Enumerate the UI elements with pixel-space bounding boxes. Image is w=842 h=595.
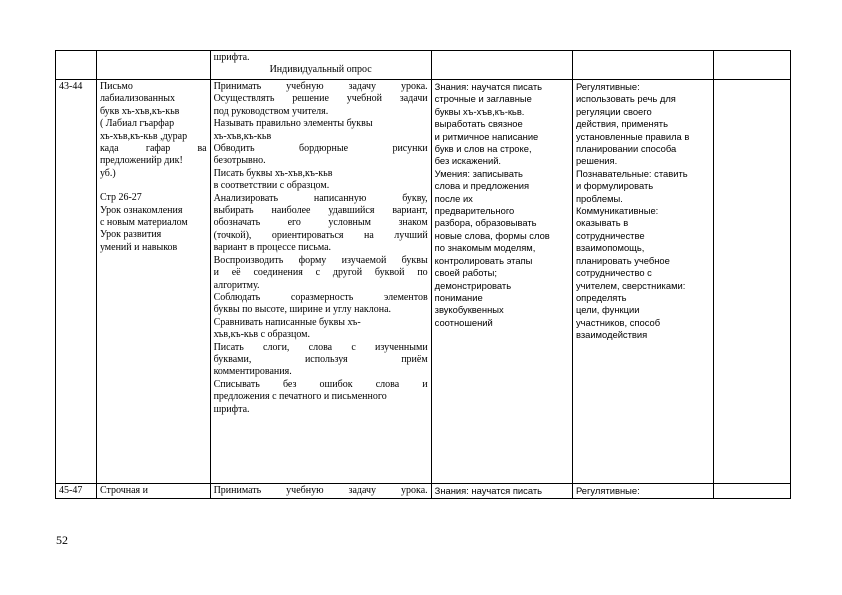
text-line: Знания: научатся писать <box>434 485 543 496</box>
text-line: звукобуквенных <box>434 304 504 316</box>
cell-knowledge <box>431 51 572 80</box>
text-line: регуляции своего <box>575 105 652 117</box>
cell-uud <box>572 51 713 80</box>
text-line: Писать буквы хъ-хъв,къ-кьв <box>213 167 333 179</box>
text-line: Соблюдать соразмерность элементов <box>213 291 428 303</box>
text-line: Списывать без ошибок слова и <box>213 378 428 390</box>
cell-topic <box>96 484 210 499</box>
text-line: проблемы. <box>575 192 623 204</box>
text-line: строчные и заглавные <box>434 93 532 105</box>
text-line: взаимодействия <box>575 329 648 341</box>
text-line: разбора, образовывать <box>434 217 537 229</box>
cell-notes <box>714 51 791 80</box>
text-line: Познавательные: ставить <box>575 167 688 179</box>
text-line: планировании способа <box>575 143 677 155</box>
table-row-continuation <box>56 51 791 80</box>
text-line: Регулятивные: <box>575 81 640 92</box>
text-line: без искажений. <box>434 155 502 167</box>
text-line: букв хъ-хъв,къ-кьв <box>99 105 180 117</box>
cell-activities <box>210 80 431 484</box>
text-line: Принимать учебную задачу урока. <box>213 81 428 92</box>
text-line: Писать слоги, слова с изученными <box>213 341 428 353</box>
text-line: предложения с печатного и письменного <box>213 391 387 403</box>
text-line: Сравнивать написанные буквы хъ- <box>213 316 361 328</box>
text-line: и её соединения с другой буквой по <box>213 267 428 279</box>
text-line: буквы хъ-хъв,къ-кьв. <box>434 105 525 117</box>
text-line: Анализировать написанную букву, <box>213 192 428 204</box>
text-line: Индивидуальный опрос <box>269 64 372 76</box>
text-line: учителем, сверстниками: <box>575 279 686 291</box>
text-line: сотрудничество с <box>575 267 652 279</box>
cell-topic <box>96 51 210 80</box>
page-number: 52 <box>56 533 68 547</box>
text-line: планировать учебное <box>575 254 670 266</box>
text-line: предварительного <box>434 205 515 217</box>
text-line: после их <box>434 192 473 204</box>
text-line: использовать речь для <box>575 93 676 105</box>
text-line: лабиализованных <box>99 93 176 105</box>
text-line: Осуществлять решение учебной задачи <box>213 93 428 105</box>
text-line: действия, применять <box>575 118 668 130</box>
text-line: предложенийр дик! <box>99 155 183 167</box>
text-line: Обводить бордюрные рисунки <box>213 143 428 155</box>
text-line: Письмо <box>99 81 133 92</box>
text-line: соотношений <box>434 316 493 328</box>
text-line: установленные правила в <box>575 130 690 142</box>
text-line: буквы по высоте, ширине и углу наклона. <box>213 304 392 316</box>
text-line: слова и предложения <box>434 180 530 192</box>
text-line: контролировать этапы <box>434 254 533 266</box>
text-line: хъ-хъв,къ-кьв <box>213 130 272 142</box>
text-line: взаимопомощь, <box>575 242 645 254</box>
text-line: понимание <box>434 291 483 303</box>
cell-knowledge <box>431 484 572 499</box>
cell-notes <box>714 484 791 499</box>
text-line: Знания: научатся писать <box>434 81 543 92</box>
text-line: алгоритму. <box>213 279 260 291</box>
text-line: решения. <box>575 155 618 167</box>
text-line: с новым материалом <box>99 217 188 229</box>
text-line: цели, функции <box>575 304 640 316</box>
cell-number: 45-47 <box>56 484 97 499</box>
text-line: демонстрировать <box>434 279 512 291</box>
text-line: и формулировать <box>575 180 654 192</box>
cell-activities <box>210 484 431 499</box>
table-row-43-44 <box>56 80 791 484</box>
text-line: када гафар ва <box>99 143 207 155</box>
text-line: по знакомым моделям, <box>434 242 536 254</box>
text-line: Урок ознакомления <box>99 204 183 216</box>
text-line: Умения: записывать <box>434 167 523 179</box>
text-line: Строчная и <box>99 485 148 496</box>
cell-number: 43-44 <box>56 80 97 484</box>
text-line: комментирования. <box>213 366 292 378</box>
page-reference: Стр 26-27 <box>99 192 142 204</box>
text-line: шрифта. <box>213 403 250 415</box>
text-line: шрифта. <box>213 52 250 63</box>
text-line: хъ-хъв,къ-кьв ,дурар <box>99 130 188 142</box>
text-line: участников, способ <box>575 316 661 328</box>
text-line: ( Лабиал гъарфар <box>99 118 175 130</box>
table-row-45-47 <box>56 484 791 499</box>
text-line: в соответствии с образцом. <box>213 180 330 192</box>
cell-activities <box>210 51 431 80</box>
text-line: обозначать его условным знаком <box>213 217 428 229</box>
text-line: сотрудничестве <box>575 229 645 241</box>
text-line: под руководством учителя. <box>213 105 329 117</box>
cell-notes <box>714 80 791 484</box>
text-line: и ритмичное написание <box>434 130 539 142</box>
text-line: вариант в процессе письма. <box>213 242 332 254</box>
text-line: Урок развития <box>99 229 162 241</box>
text-line: Принимать учебную задачу урока. <box>213 485 428 496</box>
cell-knowledge <box>431 80 572 484</box>
text-line: букв и слов на строке, <box>434 143 532 155</box>
text-line: умений и навыков <box>99 241 178 253</box>
text-line: Называть правильно элементы буквы <box>213 118 373 130</box>
cell-uud <box>572 484 713 499</box>
cell-uud <box>572 80 713 484</box>
text-line: хъв,къ-кьв с образцом. <box>213 329 310 341</box>
text-line: своей работы; <box>434 267 497 279</box>
text-line: (точкой), ориентироваться на лучший <box>213 229 428 241</box>
text-line: буквами, используя приём <box>213 353 428 365</box>
lesson-plan-table <box>55 50 791 499</box>
text-line: уб.) <box>99 167 116 179</box>
text-line: Воспроизводить форму изучаемой буквы <box>213 254 428 266</box>
text-line: Регулятивные: <box>575 485 640 496</box>
text-line: выбирать наиболее удавшийся вариант, <box>213 205 428 217</box>
text-line: определять <box>575 291 627 303</box>
cell-topic <box>96 80 210 484</box>
text-line: Коммуникативные: <box>575 205 659 217</box>
text-line: безотрывно. <box>213 155 266 167</box>
cell-number <box>56 51 97 80</box>
text-line: оказывать в <box>575 217 629 229</box>
text-line: выработать связное <box>434 118 523 130</box>
text-line: новые слова, формы слов <box>434 229 550 241</box>
